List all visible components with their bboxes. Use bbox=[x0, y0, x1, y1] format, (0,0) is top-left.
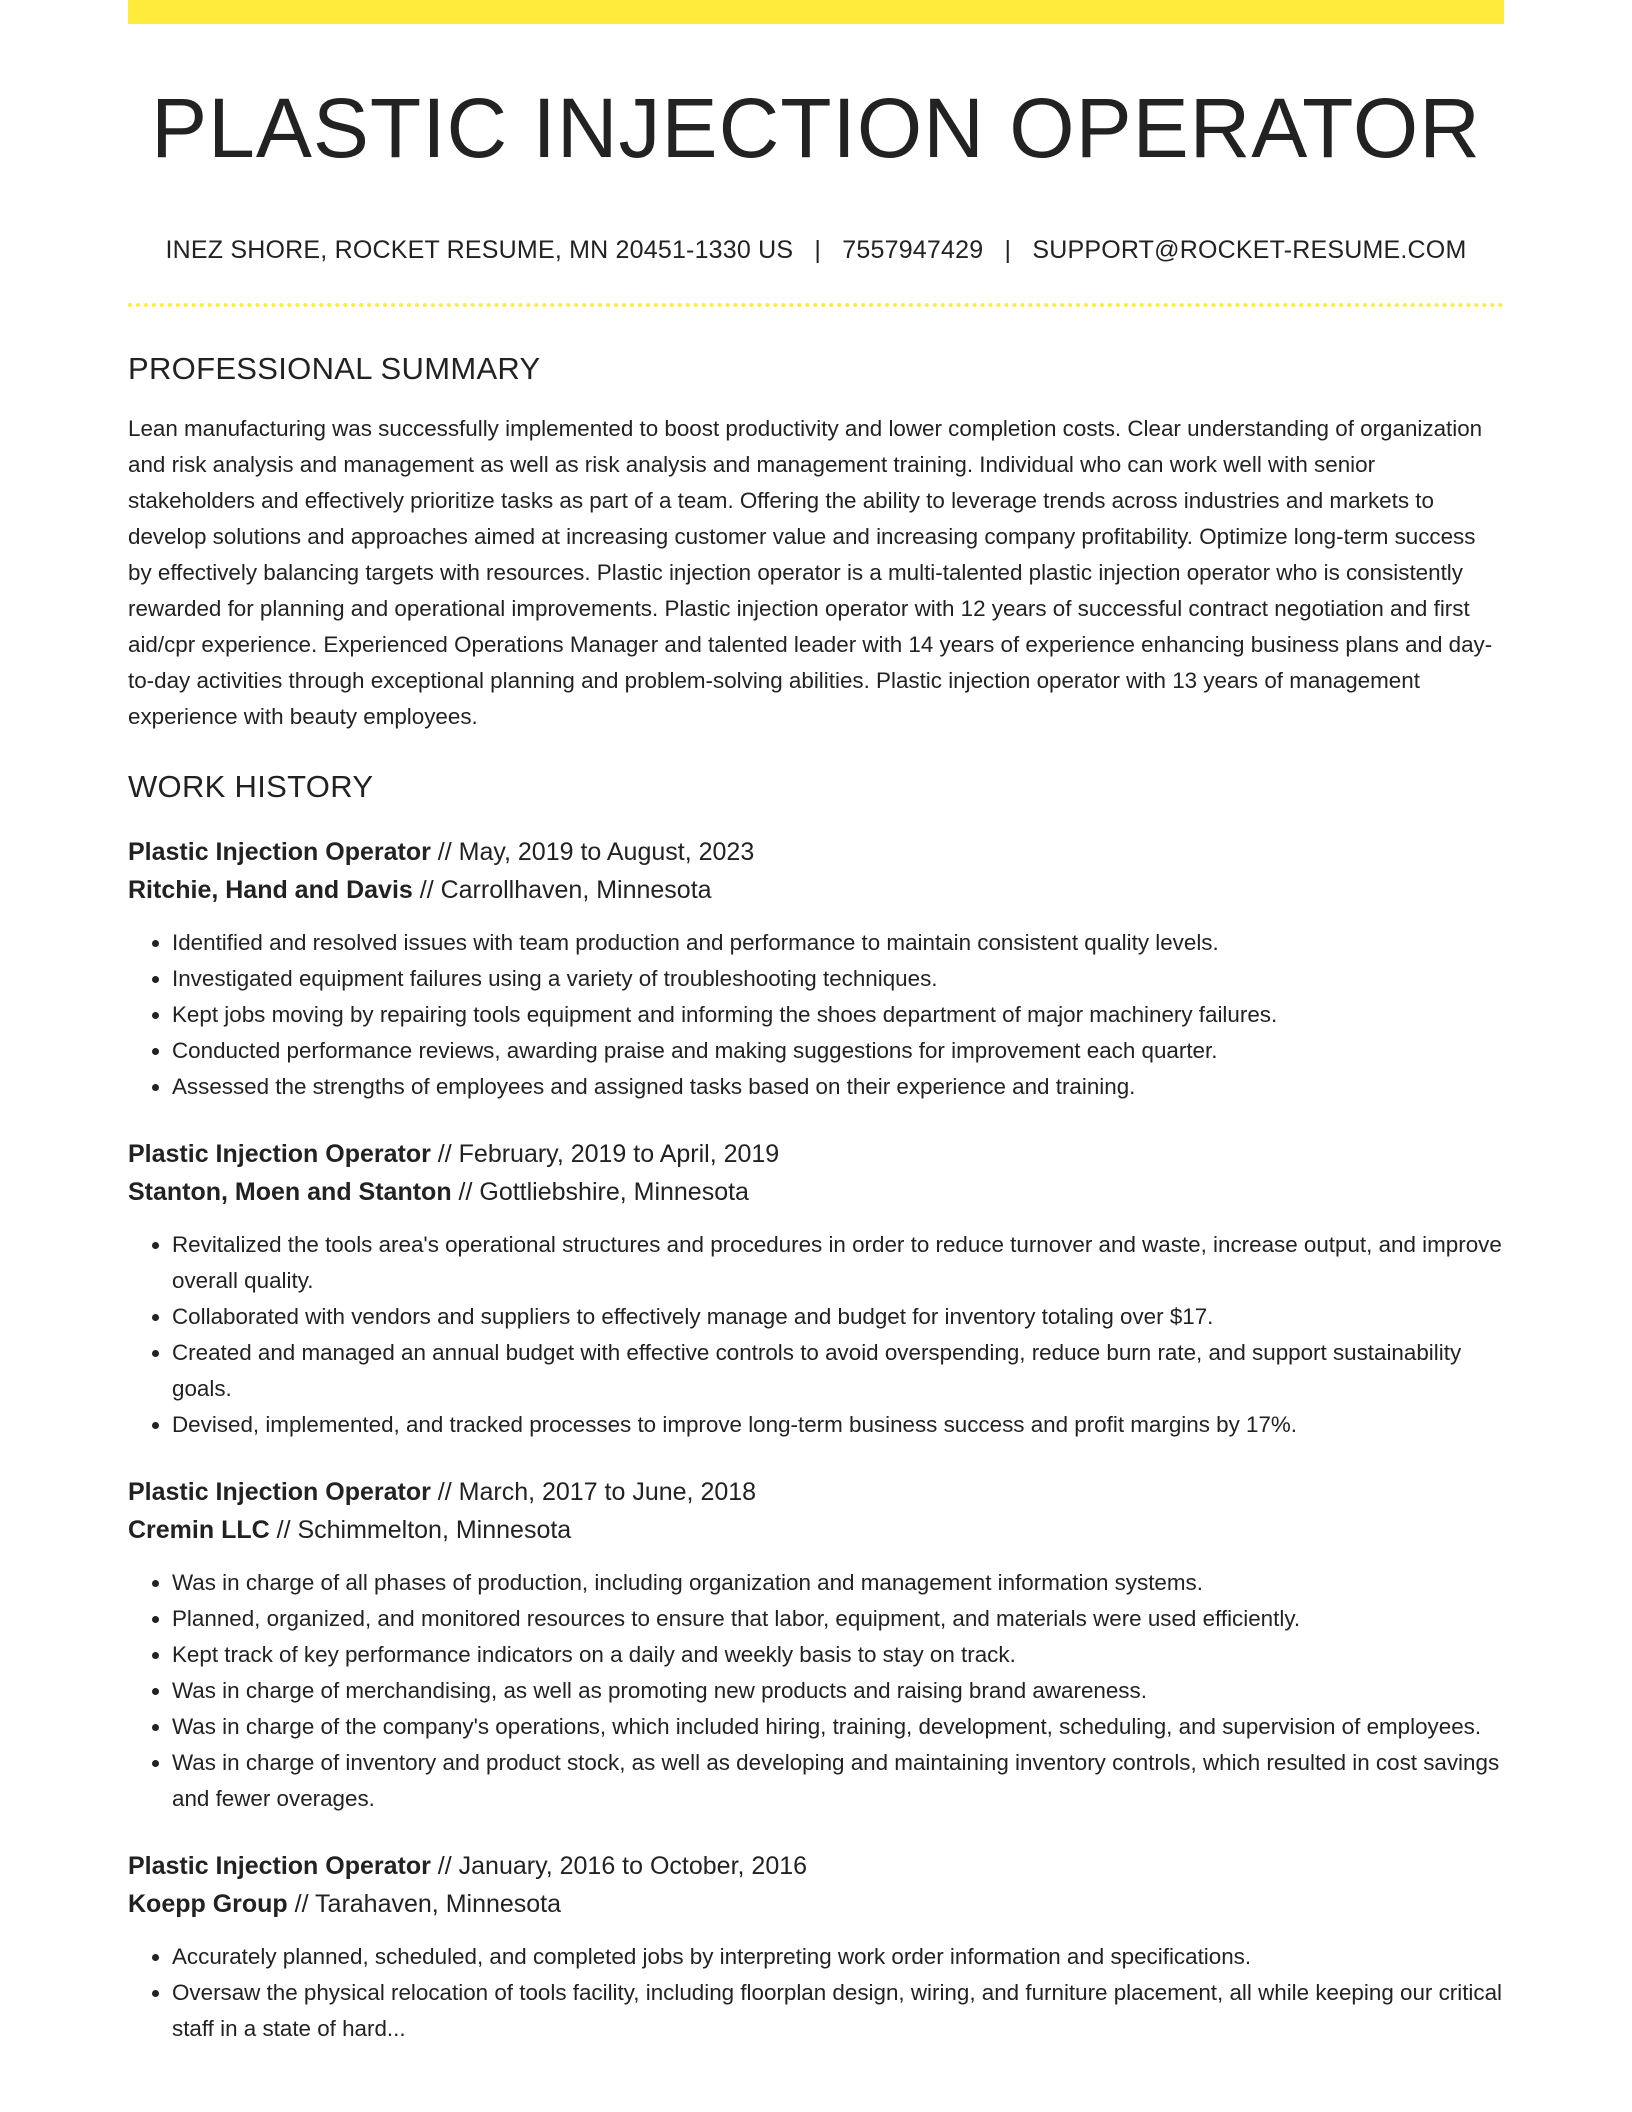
contact-address: INEZ SHORE, ROCKET RESUME, MN 20451-1330 US bbox=[165, 236, 794, 265]
summary-heading: PROFESSIONAL SUMMARY bbox=[128, 351, 541, 387]
job-bullet: • Conducted performance reviews, awarding praise and making suggestions for improvement each quarter. bbox=[172, 1033, 1504, 1069]
contact-email: SUPPORT@ROCKET-RESUME.COM bbox=[1032, 236, 1467, 265]
job-title-line bbox=[128, 1473, 1504, 1511]
job-bullet: • Kept jobs moving by repairing tools equipment and informing the shoes department of major machinery failures. bbox=[172, 997, 1504, 1033]
job-bullet: • Was in charge of all phases of production, including organization and management information systems. bbox=[172, 1565, 1504, 1601]
section-divider bbox=[128, 303, 1504, 307]
job-bullet: • Planned, organized, and monitored resources to ensure that labor, equipment, and materials were used efficiently. bbox=[172, 1601, 1504, 1637]
job-dates: // May, 2019 to August, 2023 bbox=[430, 838, 755, 867]
job-bullet: • Kept track of key performance indicators on a daily and weekly basis to stay on track. bbox=[172, 1637, 1504, 1673]
contact-separator: | bbox=[1004, 236, 1012, 265]
job-title-line bbox=[128, 833, 1504, 871]
contact-separator: | bbox=[814, 236, 822, 265]
summary-text: Lean manufacturing was successfully implemented to boost productivity and lower completion costs. Clear understanding of organization and risk analysis and management as well as risk analysis and management training. Individual who can work well with senior stakeholders and effectively prioritize tasks as part of a team. Offering the ability to leverage trends across industries and markets to develop solutions and approaches aimed at increasing customer value and increasing company profitability. Optimize long-term success by effectively balancing targets with resources. Plastic injection operator is a multi-talented plastic injection operator who is consistently rewarded for planning and operational improvements. Plastic injection operator with 12 years of successful contract negotiation and first aid/cpr experience. Experienced Operations Manager and talented leader with 14 years of experience enhancing business plans and day-to-day activities through exceptional planning and problem-solving abilities. Plastic injection operator with 13 years of management experience with beauty employees. bbox=[128, 416, 1493, 730]
job-bullet: • Collaborated with vendors and suppliers to effectively manage and budget for inventory totaling over $17. bbox=[172, 1299, 1504, 1335]
job-title: Plastic Injection Operator bbox=[128, 1478, 431, 1507]
job-company: Cremin LLC bbox=[128, 1516, 270, 1545]
job-location: // Carrollhaven, Minnesota bbox=[412, 876, 712, 905]
job-dates: // March, 2017 to June, 2018 bbox=[430, 1478, 757, 1507]
job-bullet: • Revitalized the tools area's operational structures and procedures in order to reduce turnover and waste, increase output, and improve overall quality. bbox=[172, 1227, 1504, 1299]
job-title: Plastic Injection Operator bbox=[128, 1140, 431, 1169]
job-location: // Tarahaven, Minnesota bbox=[287, 1890, 562, 1919]
job-company: Stanton, Moen and Stanton bbox=[128, 1178, 452, 1207]
job-title: Plastic Injection Operator bbox=[128, 1852, 431, 1881]
top-accent-bar bbox=[128, 0, 1504, 24]
job-bullet: • Investigated equipment failures using a variety of troubleshooting techniques. bbox=[172, 961, 1504, 997]
job-bullet: • Oversaw the physical relocation of tools facility, including floorplan design, wiring, and furniture placement, all while keeping our critical staff in a state of hard... bbox=[172, 1975, 1504, 2047]
job-title: Plastic Injection Operator bbox=[128, 838, 431, 867]
job-bullet: • Devised, implemented, and tracked processes to improve long-term business success and profit margins by 17%. bbox=[172, 1407, 1504, 1443]
page-title: PLASTIC INJECTION OPERATOR bbox=[151, 81, 1481, 175]
job-bullet: • Accurately planned, scheduled, and completed jobs by interpreting work order information and specifications. bbox=[172, 1939, 1504, 1975]
job-company-line bbox=[128, 1511, 1504, 1549]
job-title-line bbox=[128, 1847, 1504, 1885]
work-history-list bbox=[128, 833, 1504, 2047]
job-bullet-list bbox=[128, 925, 1504, 1105]
job-bullet: • Created and managed an annual budget with effective controls to avoid overspending, reduce burn rate, and support sustainability goals. bbox=[172, 1335, 1504, 1407]
job-entry bbox=[128, 1135, 1504, 1443]
job-entry bbox=[128, 1847, 1504, 2047]
job-bullet-list bbox=[128, 1227, 1504, 1443]
job-company-line bbox=[128, 1173, 1504, 1211]
job-location: // Gottliebshire, Minnesota bbox=[451, 1178, 749, 1207]
contact-phone: 7557947429 bbox=[842, 236, 984, 265]
job-company-line bbox=[128, 871, 1504, 909]
job-bullet: • Identified and resolved issues with team production and performance to maintain consistent quality levels. bbox=[172, 925, 1504, 961]
job-company-line bbox=[128, 1885, 1504, 1923]
job-title-line bbox=[128, 1135, 1504, 1173]
job-company: Koepp Group bbox=[128, 1890, 288, 1919]
work-history-heading: WORK HISTORY bbox=[128, 769, 374, 805]
job-bullet-list bbox=[128, 1565, 1504, 1817]
job-entry bbox=[128, 1473, 1504, 1817]
contact-line bbox=[128, 236, 1504, 265]
resume-page bbox=[128, 0, 1504, 2047]
job-bullet: • Was in charge of merchandising, as well as promoting new products and raising brand awareness. bbox=[172, 1673, 1504, 1709]
job-bullet: • Was in charge of the company's operations, which included hiring, training, development, scheduling, and supervision of employees. bbox=[172, 1709, 1504, 1745]
job-bullet-list bbox=[128, 1939, 1504, 2047]
job-dates: // January, 2016 to October, 2016 bbox=[430, 1852, 808, 1881]
job-location: // Schimmelton, Minnesota bbox=[269, 1516, 572, 1545]
job-company: Ritchie, Hand and Davis bbox=[128, 876, 413, 905]
job-entry bbox=[128, 833, 1504, 1105]
job-bullet: • Was in charge of inventory and product stock, as well as developing and maintaining inventory controls, which resulted in cost savings and fewer overages. bbox=[172, 1745, 1504, 1817]
job-dates: // February, 2019 to April, 2019 bbox=[430, 1140, 780, 1169]
job-bullet: • Assessed the strengths of employees and assigned tasks based on their experience and training. bbox=[172, 1069, 1504, 1105]
